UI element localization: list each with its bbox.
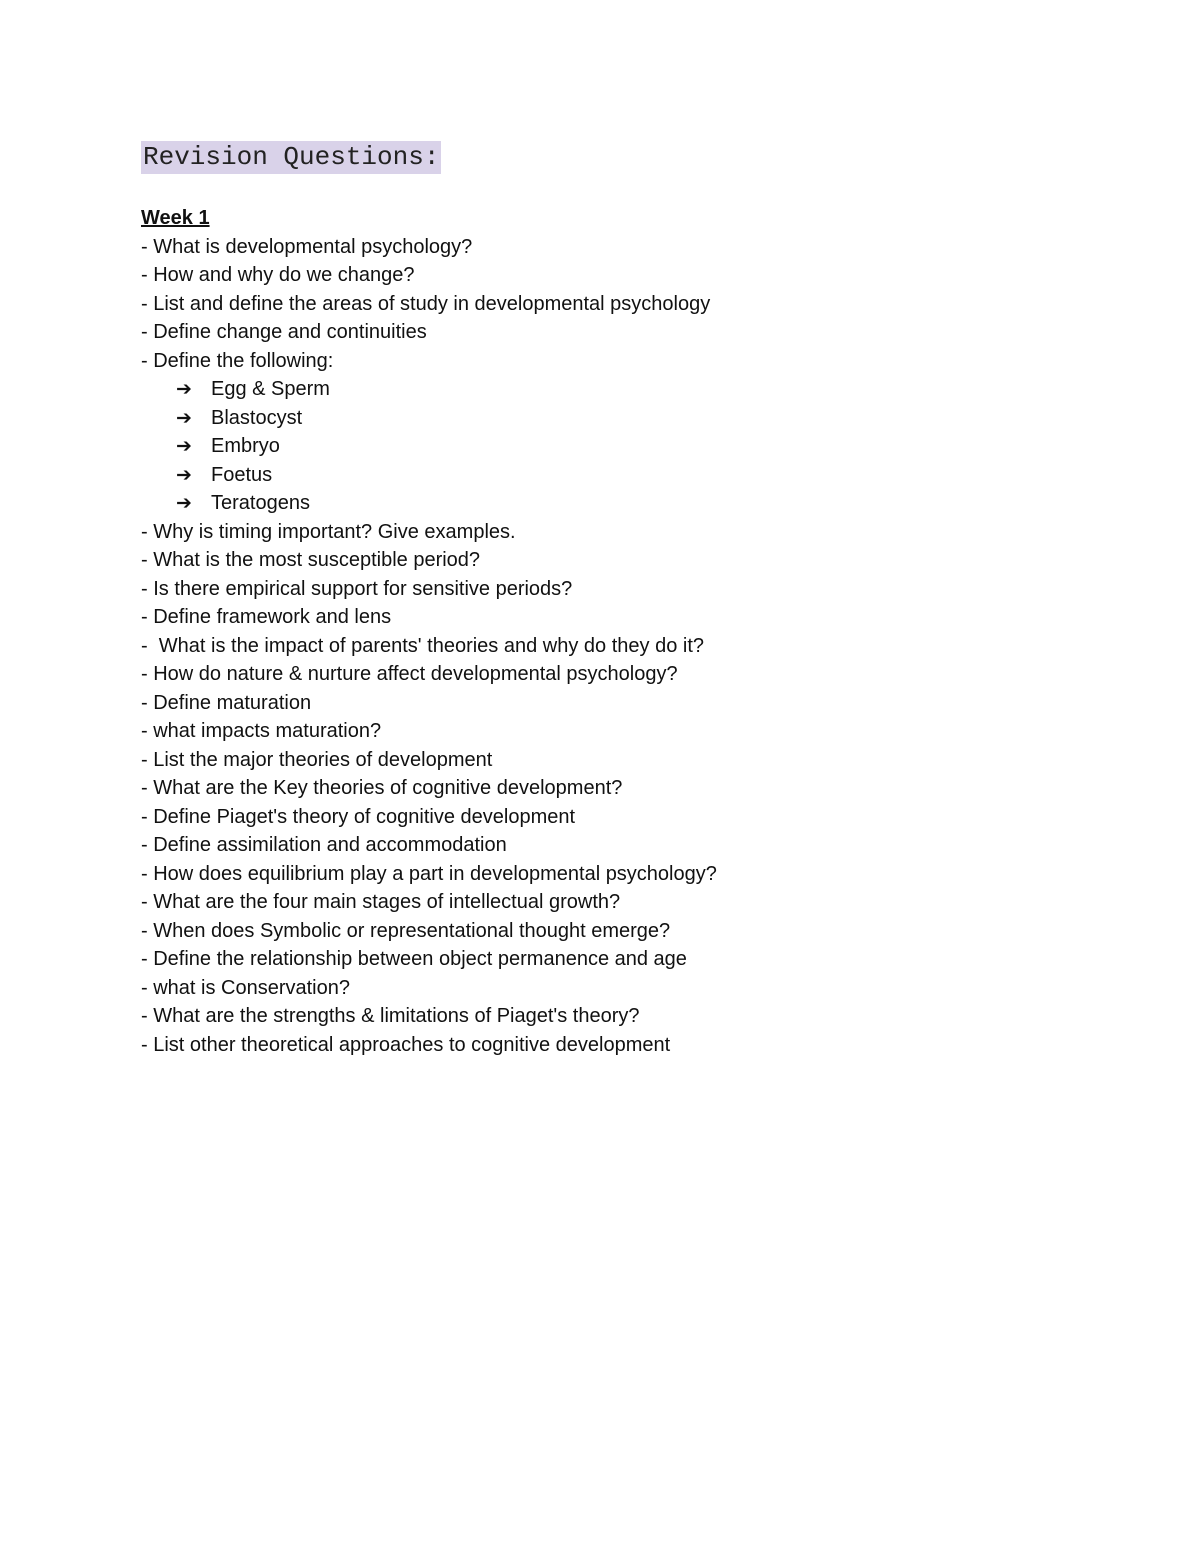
sub-list-item [141,432,1041,461]
page-title: Revision Questions: [143,142,440,172]
question-item: - List and define the areas of study in developmental psychology [141,292,711,315]
question-item: - Define the relationship between object permanence and age [141,948,687,970]
sub-list-item [141,375,1041,404]
sub-item-label: Teratogens [211,492,310,514]
sub-list-item [141,404,1041,433]
question-item: - What is developmental psychology? [141,235,473,258]
question-item: - List other theoretical approaches to cognitive development [141,1033,671,1056]
question-item: - Why is timing important? Give examples. [141,520,516,543]
question-item: - what impacts maturation? [141,720,382,742]
question-item: - List the major theories of development [141,748,493,771]
arrow-right-icon: ➔ [176,492,192,514]
arrow-right-icon: ➔ [176,406,192,429]
sub-item-label: Blastocyst [211,406,303,429]
sub-item-label: Egg & Sperm [211,378,330,400]
question-item: - How do nature & nurture affect developmental psychology? [141,663,678,685]
arrow-right-icon: ➔ [176,435,192,457]
sub-item-label: Embryo [211,435,280,457]
question-item: - Define the following: [141,349,334,372]
sub-list-item [141,461,1041,490]
question-item: - What are the four main stages of intellectual growth? [141,891,621,913]
question-item: - When does Symbolic or representational thought emerge? [141,919,671,942]
question-item: - What is the most susceptible period? [141,549,481,571]
question-item: - Is there empirical support for sensitive periods? [141,577,573,600]
question-item: - How does equilibrium play a part in developmental psychology? [141,862,717,885]
arrow-right-icon: ➔ [176,378,192,400]
question-item: - What are the strengths & limitations of Piaget's theory? [141,1005,640,1027]
section-heading: Week 1 [141,207,210,229]
question-item: - What are the Key theories of cognitive development? [141,777,623,799]
sub-list-item [141,489,1041,518]
question-item: - Define maturation [141,691,312,714]
question-item: - what is Conservation? [141,976,350,999]
question-item: - Define framework and lens [141,606,392,628]
week-1-section [141,204,1041,1059]
question-item: - What is the impact of parents' theories and why do they do it? [141,634,704,657]
question-item: - How and why do we change? [141,264,415,286]
question-item: - Define Piaget's theory of cognitive development [141,805,576,828]
question-item: - Define change and continuities [141,321,427,343]
sub-item-label: Foetus [211,463,273,486]
question-item: - Define assimilation and accommodation [141,834,507,856]
arrow-right-icon: ➔ [176,463,192,486]
